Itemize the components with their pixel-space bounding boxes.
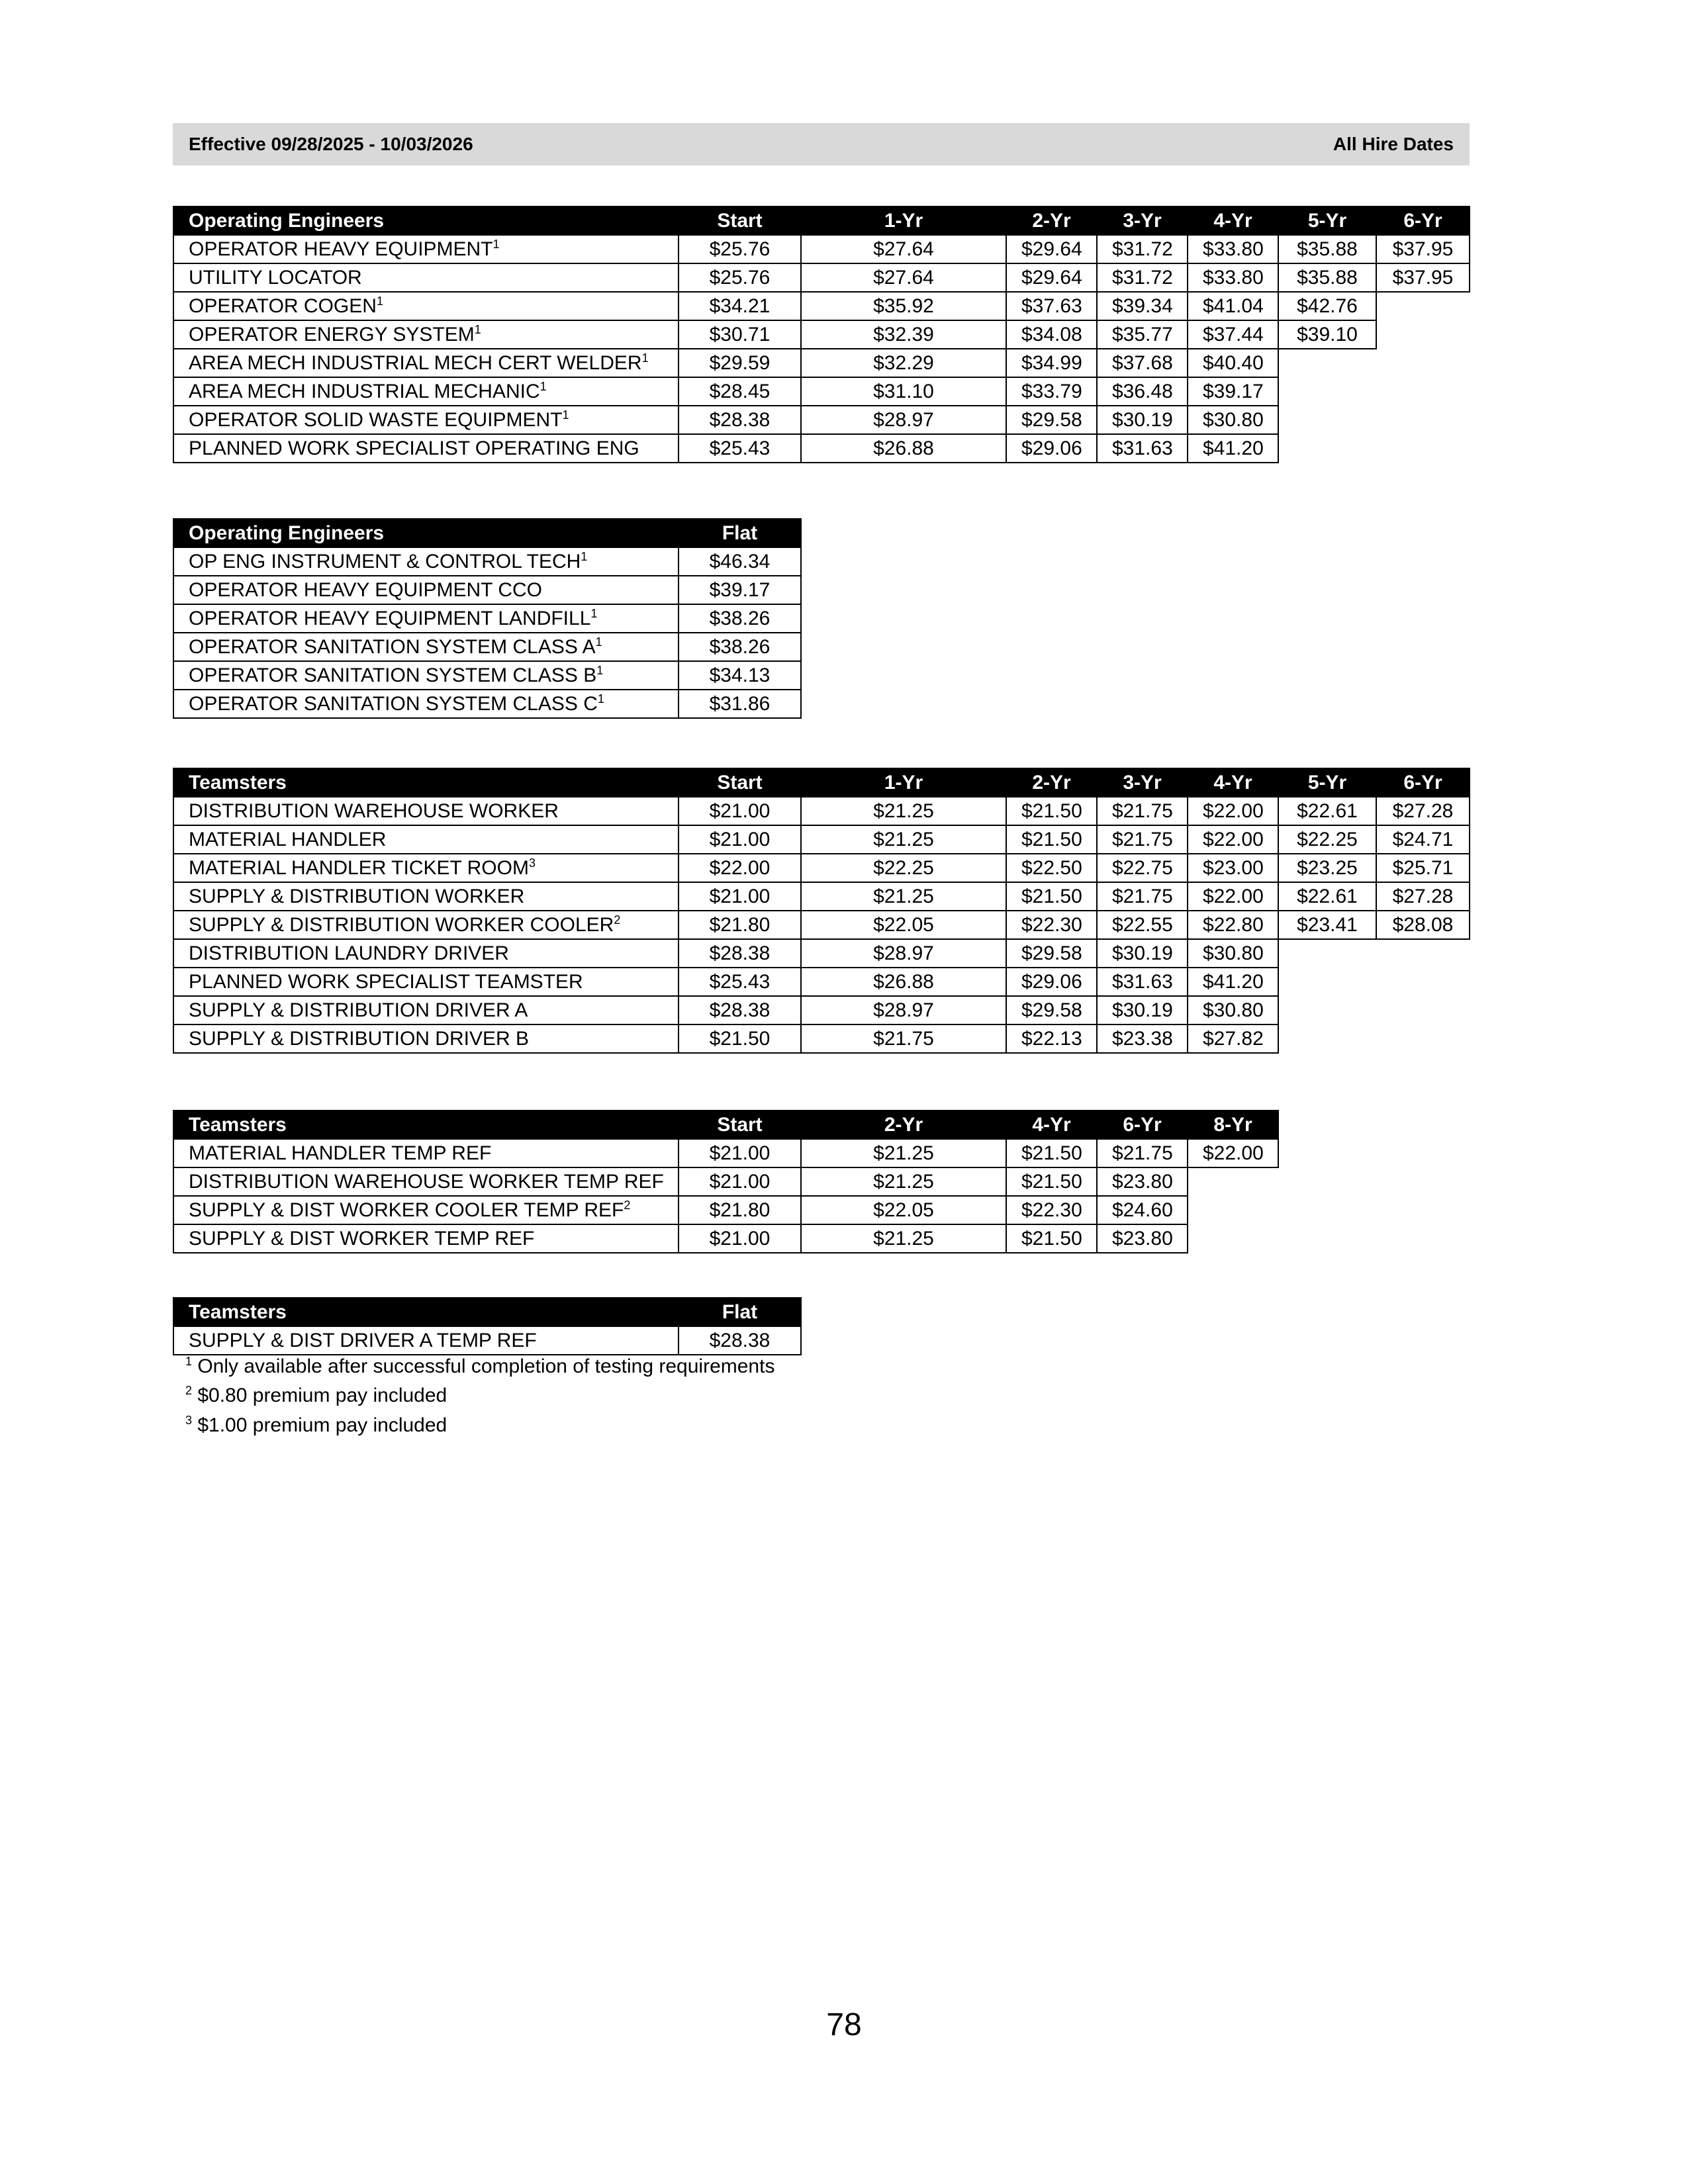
column-header: 1-Yr (801, 206, 1006, 235)
footnote-marker: 1 (581, 549, 588, 563)
empty-cell (1278, 406, 1376, 434)
pay-rate-cell: $30.19 (1097, 939, 1188, 968)
pay-rate-cell: $26.88 (801, 968, 1006, 996)
job-title: OPERATOR SANITATION SYSTEM CLASS $C^1$ (173, 690, 679, 718)
pay-rate-cell: $37.95 (1376, 235, 1470, 263)
pay-rate-cell: $35.77 (1097, 320, 1188, 349)
empty-cell (1376, 1024, 1470, 1053)
column-header: 3-Yr (1097, 206, 1188, 235)
pay-rate-cell: $22.05 (801, 911, 1006, 939)
pay-rate-cell: $21.50 (1006, 825, 1097, 854)
effective-dates: Effective 09/28/2025 - 10/03/2026 (189, 134, 473, 154)
column-header: 4-Yr (1188, 206, 1278, 235)
job-title: OPERATOR HEAVY EQUIPMENT LANDFILL$^1$ (173, 604, 679, 633)
pay-rate-cell: $21.25 (801, 882, 1006, 911)
footnote-marker: 1 (590, 606, 598, 620)
footnote-marker: 2 (614, 913, 621, 927)
pay-rate-cell: $23.80 (1097, 1224, 1188, 1253)
pay-rate-cell: $21.50 (1006, 1139, 1097, 1167)
pay-rate-cell: $23.00 (1188, 854, 1278, 882)
table-row (173, 576, 801, 604)
pay-rate-cell: $25.76 (679, 235, 801, 263)
job-title: UTILITY LOCATOR (173, 263, 679, 292)
pay-rate-cell: $35.92 (801, 292, 1006, 320)
job-title: OPERATOR HEAVY EQUIPMENT CCO (173, 576, 679, 604)
empty-cell (1278, 349, 1376, 377)
pay-rate-cell: $39.10 (1278, 320, 1376, 349)
pay-rate-cell: $31.10 (801, 377, 1006, 406)
pay-rate-cell: $22.80 (1188, 911, 1278, 939)
pay-rate-cell: $22.00 (1188, 1139, 1278, 1167)
pay-rate-cell: $39.17 (1188, 377, 1278, 406)
column-header: 6-Yr (1376, 768, 1470, 797)
pay-rate-cell: $28.38 (679, 406, 801, 434)
table-header-row (173, 768, 1470, 797)
footnote-marker: 1 (474, 322, 481, 336)
pay-rate-cell: $21.00 (679, 1139, 801, 1167)
table-row (173, 263, 1470, 292)
pay-rate-cell: $21.50 (1006, 797, 1097, 825)
pay-rate-cell: $21.80 (679, 1196, 801, 1224)
pay-rate-cell: $21.75 (1097, 882, 1188, 911)
pay-rate-cell: $29.06 (1006, 968, 1097, 996)
empty-cell (1278, 968, 1376, 996)
job-title: OPERATOR COGEN$^1$ (173, 292, 679, 320)
column-header: 2-Yr (1006, 768, 1097, 797)
job-title: SUPPLY & DISTRIBUTION DRIVER B (173, 1024, 679, 1053)
operating-engineers-flat-table (173, 518, 802, 719)
pay-rate-cell: $32.39 (801, 320, 1006, 349)
column-header: 2-Yr (1006, 206, 1097, 235)
page-number: 78 (826, 2007, 862, 2042)
table-header-row (173, 1298, 801, 1326)
empty-cell (1376, 968, 1470, 996)
pay-rate-cell: $29.58 (1006, 406, 1097, 434)
pay-rate-cell: $28.97 (801, 406, 1006, 434)
pay-rate-cell: $29.06 (1006, 434, 1097, 463)
pay-rate-cell: $22.25 (801, 854, 1006, 882)
empty-cell (1278, 939, 1376, 968)
pay-rate-cell: $22.25 (1278, 825, 1376, 854)
column-header: Start (679, 768, 801, 797)
table-row (173, 633, 801, 661)
pay-rate-cell: $29.64 (1006, 235, 1097, 263)
column-header: 3-Yr (1097, 768, 1188, 797)
effective-date-header (173, 123, 1470, 165)
pay-rate-cell: $21.25 (801, 1167, 1006, 1196)
hire-dates-label: All Hire Dates (1333, 134, 1454, 154)
pay-rate-cell: $25.43 (679, 968, 801, 996)
teamsters-step-table (173, 768, 1470, 1054)
teamsters-flat-table (173, 1297, 802, 1355)
pay-rate-cell: $28.38 (679, 1326, 801, 1355)
pay-rate-cell: $37.44 (1188, 320, 1278, 349)
pay-rate-cell: $24.71 (1376, 825, 1470, 854)
pay-rate-cell: $28.45 (679, 377, 801, 406)
pay-rate-cell: $26.88 (801, 434, 1006, 463)
pay-rate-cell: $41.20 (1188, 968, 1278, 996)
pay-rate-cell: $39.17 (679, 576, 801, 604)
pay-rate-cell: $29.64 (1006, 263, 1097, 292)
pay-rate-cell: $39.34 (1097, 292, 1188, 320)
footnote-marker: 1 (597, 692, 604, 705)
table-row (173, 1139, 1278, 1167)
empty-cell (1188, 1196, 1278, 1224)
pay-rate-cell: $34.21 (679, 292, 801, 320)
job-title: SUPPLY & DIST WORKER TEMP REF (173, 1224, 679, 1253)
table-row (173, 825, 1470, 854)
column-header: 5-Yr (1278, 768, 1376, 797)
footnote-marker: 1 (562, 408, 569, 422)
pay-rate-cell: $35.88 (1278, 235, 1376, 263)
column-header: 8-Yr (1188, 1111, 1278, 1139)
job-title: PLANNED WORK SPECIALIST OPERATING ENG (173, 434, 679, 463)
pay-rate-cell: $22.55 (1097, 911, 1188, 939)
pay-rate-cell: $21.00 (679, 1167, 801, 1196)
column-header: Flat (679, 519, 801, 547)
pay-rate-cell: $31.86 (679, 690, 801, 718)
column-header: Start (679, 1111, 801, 1139)
job-title: AREA MECH INDUSTRIAL MECHANIC$^1$ (173, 377, 679, 406)
pay-rate-cell: $22.00 (1188, 882, 1278, 911)
table-header-row (173, 519, 801, 547)
pay-rate-cell: $27.64 (801, 235, 1006, 263)
pay-rate-cell: $23.41 (1278, 911, 1376, 939)
pay-rate-cell: $22.00 (1188, 825, 1278, 854)
empty-cell (1376, 939, 1470, 968)
pay-rate-cell: $38.26 (679, 604, 801, 633)
column-header: Operating Engineers (173, 519, 679, 547)
pay-rate-cell: $21.75 (801, 1024, 1006, 1053)
pay-rate-cell: $21.25 (801, 1139, 1006, 1167)
footnote: $^1$ Only available after successful completion of testing requirements (185, 1355, 775, 1377)
pay-rate-cell: $30.19 (1097, 996, 1188, 1024)
pay-rate-cell: $21.00 (679, 1224, 801, 1253)
column-header: Teamsters (173, 1298, 679, 1326)
table-row (173, 968, 1470, 996)
table-row (173, 235, 1470, 263)
job-title: SUPPLY & DIST WORKER COOLER TEMP REF$^2$ (173, 1196, 679, 1224)
pay-rate-cell: $23.80 (1097, 1167, 1188, 1196)
table-row (173, 690, 801, 718)
pay-rate-cell: $21.50 (679, 1024, 801, 1053)
pay-rate-cell: $28.97 (801, 996, 1006, 1024)
column-header: Teamsters (173, 768, 679, 797)
pay-rate-cell: $40.40 (1188, 349, 1278, 377)
pay-rate-cell: $37.68 (1097, 349, 1188, 377)
table-row (173, 1326, 801, 1355)
table-row (173, 882, 1470, 911)
pay-rate-cell: $25.43 (679, 434, 801, 463)
pay-rate-cell: $27.28 (1376, 797, 1470, 825)
empty-cell (1376, 377, 1470, 406)
pay-rate-cell: $30.80 (1188, 939, 1278, 968)
job-title: MATERIAL HANDLER TEMP REF (173, 1139, 679, 1167)
column-header: 6-Yr (1376, 206, 1470, 235)
pay-rate-cell: $21.00 (679, 797, 801, 825)
pay-rate-cell: $34.08 (1006, 320, 1097, 349)
pay-rate-cell: $21.50 (1006, 1224, 1097, 1253)
pay-rate-cell: $25.76 (679, 263, 801, 292)
pay-rate-cell: $33.79 (1006, 377, 1097, 406)
table-row (173, 349, 1470, 377)
table-row (173, 1224, 1278, 1253)
pay-rate-cell: $37.63 (1006, 292, 1097, 320)
pay-rate-cell: $21.80 (679, 911, 801, 939)
pay-rate-cell: $34.99 (1006, 349, 1097, 377)
pay-rate-cell: $29.59 (679, 349, 801, 377)
job-title: SUPPLY & DISTRIBUTION WORKER COOLER$^2$ (173, 911, 679, 939)
column-header: Flat (679, 1298, 801, 1326)
empty-cell (1188, 1167, 1278, 1196)
empty-cell (1278, 377, 1376, 406)
pay-rate-cell: $22.75 (1097, 854, 1188, 882)
pay-rate-cell: $29.58 (1006, 939, 1097, 968)
table-row (173, 797, 1470, 825)
pay-rate-cell: $22.00 (679, 854, 801, 882)
empty-cell (1376, 996, 1470, 1024)
pay-rate-cell: $21.75 (1097, 1139, 1188, 1167)
pay-rate-cell: $21.00 (679, 882, 801, 911)
column-header: 6-Yr (1097, 1111, 1188, 1139)
footnote-marker: 3 (528, 856, 536, 870)
column-header: 4-Yr (1006, 1111, 1097, 1139)
pay-rate-cell: $21.50 (1006, 882, 1097, 911)
empty-cell (1376, 406, 1470, 434)
job-title: SUPPLY & DIST DRIVER A TEMP REF (173, 1326, 679, 1355)
pay-rate-cell: $22.50 (1006, 854, 1097, 882)
empty-cell (1188, 1224, 1278, 1253)
pay-rate-cell: $30.80 (1188, 996, 1278, 1024)
pay-rate-cell: $30.80 (1188, 406, 1278, 434)
pay-rate-cell: $21.25 (801, 797, 1006, 825)
table-row (173, 1024, 1470, 1053)
table-row (173, 854, 1470, 882)
table-row (173, 911, 1470, 939)
pay-rate-cell: $22.30 (1006, 911, 1097, 939)
column-header: 5-Yr (1278, 206, 1376, 235)
pay-rate-cell: $30.71 (679, 320, 801, 349)
pay-rate-cell: $31.72 (1097, 263, 1188, 292)
empty-cell (1376, 320, 1470, 349)
table-row (173, 406, 1470, 434)
pay-rate-cell: $38.26 (679, 633, 801, 661)
job-title: SUPPLY & DISTRIBUTION WORKER (173, 882, 679, 911)
job-title: MATERIAL HANDLER TICKET ROOM$^3$ (173, 854, 679, 882)
pay-rate-cell: $46.34 (679, 547, 801, 576)
job-title: DISTRIBUTION LAUNDRY DRIVER (173, 939, 679, 968)
footnote-marker: 1 (376, 294, 383, 308)
pay-rate-cell: $27.28 (1376, 882, 1470, 911)
pay-rate-cell: $22.05 (801, 1196, 1006, 1224)
column-header: 4-Yr (1188, 768, 1278, 797)
table-row (173, 604, 801, 633)
pay-rate-cell: $22.00 (1188, 797, 1278, 825)
column-header: 1-Yr (801, 768, 1006, 797)
column-header: Teamsters (173, 1111, 679, 1139)
pay-rate-cell: $41.04 (1188, 292, 1278, 320)
pay-rate-cell: $27.82 (1188, 1024, 1278, 1053)
pay-rate-cell: $30.19 (1097, 406, 1188, 434)
empty-cell (1376, 434, 1470, 463)
empty-cell (1376, 292, 1470, 320)
pay-rate-cell: $21.00 (679, 825, 801, 854)
footnote-marker: 1 (595, 635, 602, 649)
pay-rate-cell: $21.75 (1097, 825, 1188, 854)
pay-rate-cell: $23.38 (1097, 1024, 1188, 1053)
pay-rate-cell: $27.64 (801, 263, 1006, 292)
pay-rate-cell: $22.13 (1006, 1024, 1097, 1053)
pay-rate-cell: $28.38 (679, 996, 801, 1024)
job-title: DISTRIBUTION WAREHOUSE WORKER TEMP REF (173, 1167, 679, 1196)
pay-rate-cell: $22.61 (1278, 797, 1376, 825)
table-row (173, 292, 1470, 320)
job-title: OP ENG INSTRUMENT & CONTROL TECH$^1$ (173, 547, 679, 576)
pay-rate-cell: $37.95 (1376, 263, 1470, 292)
pay-rate-cell: $35.88 (1278, 263, 1376, 292)
empty-cell (1278, 1024, 1376, 1053)
footnote: $^2$ $0.80 premium pay included (185, 1384, 447, 1406)
pay-rate-cell: $21.25 (801, 1224, 1006, 1253)
job-title: OPERATOR SOLID WASTE EQUIPMENT$^1$ (173, 406, 679, 434)
pay-rate-cell: $28.97 (801, 939, 1006, 968)
job-title: OPERATOR SANITATION SYSTEM CLASS $A^1$ (173, 633, 679, 661)
table-row (173, 1167, 1278, 1196)
table-row (173, 661, 801, 690)
pay-rate-cell: $31.63 (1097, 968, 1188, 996)
column-header: 2-Yr (801, 1111, 1006, 1139)
pay-rate-cell: $25.71 (1376, 854, 1470, 882)
job-title: OPERATOR ENERGY SYSTEM$^1$ (173, 320, 679, 349)
job-title: OPERATOR SANITATION SYSTEM CLASS $B^1$ (173, 661, 679, 690)
footnote-marker: 2 (624, 1198, 631, 1212)
table-row (173, 320, 1470, 349)
pay-rate-cell: $22.30 (1006, 1196, 1097, 1224)
table-row (173, 939, 1470, 968)
job-title: MATERIAL HANDLER (173, 825, 679, 854)
footnote-marker: 1 (492, 237, 500, 251)
table-header-row (173, 1111, 1278, 1139)
footnote-marker: 1 (596, 663, 604, 677)
pay-rate-cell: $34.13 (679, 661, 801, 690)
job-title: AREA MECH INDUSTRIAL MECH CERT WELDER$^1$ (173, 349, 679, 377)
job-title: PLANNED WORK SPECIALIST TEAMSTER (173, 968, 679, 996)
pay-rate-cell: $21.25 (801, 825, 1006, 854)
pay-rate-cell: $24.60 (1097, 1196, 1188, 1224)
pay-rate-cell: $36.48 (1097, 377, 1188, 406)
pay-rate-cell: $41.20 (1188, 434, 1278, 463)
pay-rate-cell: $21.50 (1006, 1167, 1097, 1196)
pay-rate-cell: $28.08 (1376, 911, 1470, 939)
pay-rate-cell: $31.63 (1097, 434, 1188, 463)
table-row (173, 434, 1470, 463)
pay-rate-cell: $42.76 (1278, 292, 1376, 320)
pay-rate-cell: $29.58 (1006, 996, 1097, 1024)
footnote: $^3$ $1.00 premium pay included (185, 1414, 447, 1436)
pay-rate-cell: $32.29 (801, 349, 1006, 377)
pay-rate-cell: $31.72 (1097, 235, 1188, 263)
empty-cell (1278, 434, 1376, 463)
job-title: SUPPLY & DISTRIBUTION DRIVER A (173, 996, 679, 1024)
operating-engineers-step-table (173, 206, 1470, 463)
job-title: DISTRIBUTION WAREHOUSE WORKER (173, 797, 679, 825)
table-row (173, 1196, 1278, 1224)
table-header-row (173, 206, 1470, 235)
pay-rate-cell: $28.38 (679, 939, 801, 968)
footnote-marker: 1 (641, 351, 649, 365)
pay-rate-cell: $22.61 (1278, 882, 1376, 911)
job-title: OPERATOR HEAVY EQUIPMENT$^1$ (173, 235, 679, 263)
table-row (173, 996, 1470, 1024)
column-header: Operating Engineers (173, 206, 679, 235)
pay-rate-cell: $33.80 (1188, 263, 1278, 292)
teamsters-temp-ref-table (173, 1110, 1279, 1253)
empty-cell (1278, 996, 1376, 1024)
table-row (173, 547, 801, 576)
footnote-marker: 1 (539, 379, 547, 393)
table-row (173, 377, 1470, 406)
column-header: Start (679, 206, 801, 235)
empty-cell (1376, 349, 1470, 377)
pay-rate-cell: $33.80 (1188, 235, 1278, 263)
pay-rate-cell: $21.75 (1097, 797, 1188, 825)
pay-rate-cell: $23.25 (1278, 854, 1376, 882)
